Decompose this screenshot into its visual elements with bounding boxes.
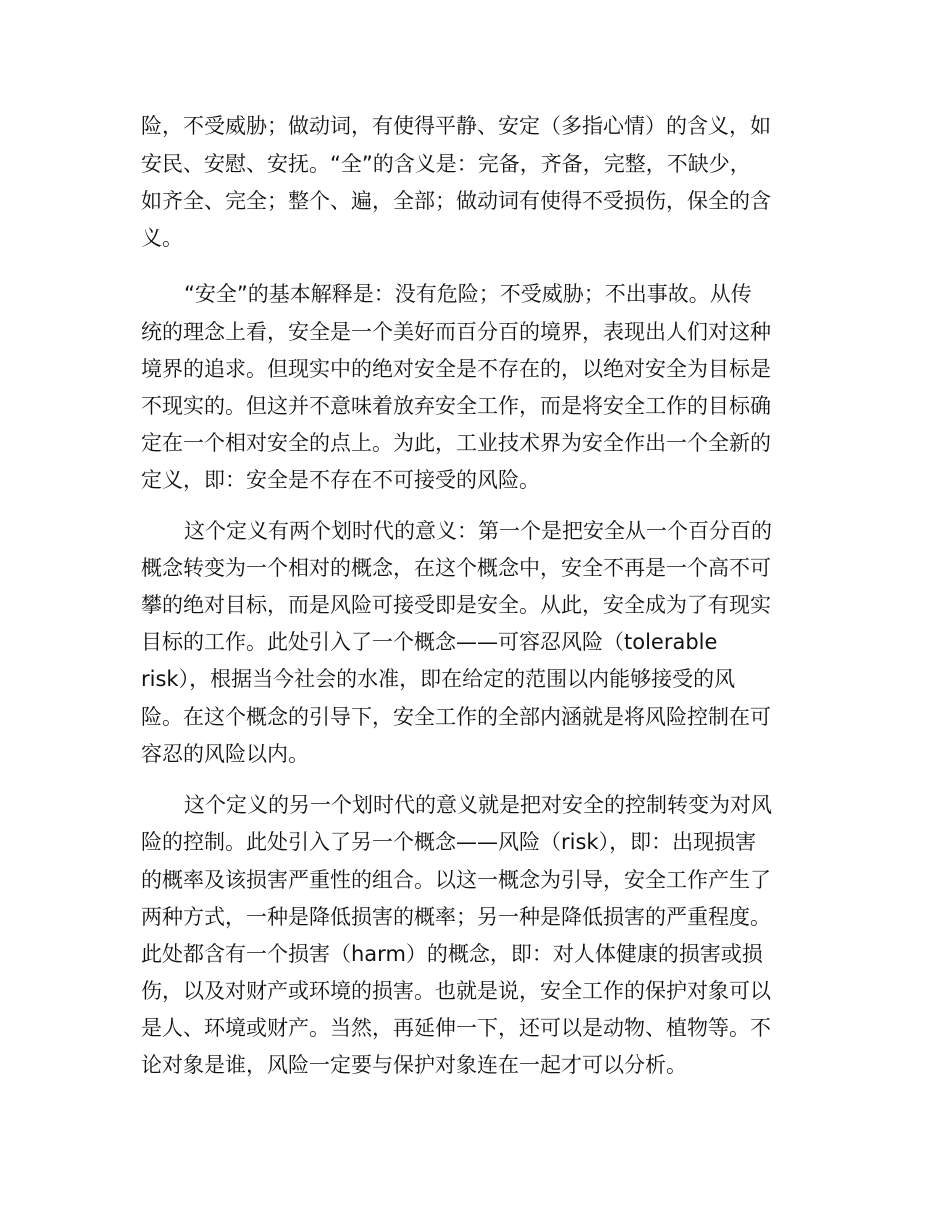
paragraph-1-line-4: 义。 — [141, 226, 183, 250]
paragraph-4-line-3: 的概率及该损害严重性的组合。以这一概念为引导，安全工作产生了 — [141, 868, 771, 892]
paragraph-3-line-6: 险。在这个概念的引导下，安全工作的全部内涵就是将风险控制在可 — [141, 705, 771, 729]
paragraph-1-line-1: 险，不受威胁；做动词，有使得平静、安定（多指心情）的含义，如 — [141, 114, 771, 138]
paragraph-3-line-7: 容忍的风险以内。 — [141, 742, 309, 766]
paragraph-2-line-2: 统的理念上看，安全是一个美好而百分百的境界，表现出人们对这种 — [141, 320, 771, 344]
paragraph-4-line-4: 两种方式，一种是降低损害的概率；另一种是降低损害的严重程度。 — [141, 905, 771, 929]
paragraph-3-line-3: 攀的绝对目标，而是风险可接受即是安全。从此，安全成为了有现实 — [141, 593, 771, 617]
paragraph-3-line-5: risk），根据当今社会的水准，即在给定的范围以内能够接受的风 — [141, 667, 736, 691]
paragraph-2-line-6: 定义，即：安全是不存在不可接受的风险。 — [141, 468, 540, 492]
paragraph-3-line-1: 这个定义有两个划时代的意义：第一个是把安全从一个百分百的 — [184, 519, 772, 543]
paragraph-4-line-6: 伤，以及对财产或环境的损害。也就是说，安全工作的保护对象可以 — [141, 979, 771, 1003]
paragraph-4-line-8: 论对象是谁，风险一定要与保护对象连在一起才可以分析。 — [141, 1053, 687, 1077]
paragraph-2-line-4: 不现实的。但这并不意味着放弃安全工作，而是将安全工作的目标确 — [141, 394, 771, 418]
paragraph-1-line-2: 安民、安慰、安抚。“全”的含义是：完备，齐备，完整，不缺少， — [141, 152, 751, 176]
paragraph-3-line-2: 概念转变为一个相对的概念，在这个概念中，安全不再是一个高不可 — [141, 556, 771, 580]
paragraph-2-line-3: 境界的追求。但现实中的绝对安全是不存在的，以绝对安全为目标是 — [141, 357, 771, 381]
paragraph-4-line-7: 是人、环境或财产。当然，再延伸一下，还可以是动物、植物等。不 — [141, 1016, 771, 1040]
paragraph-2-line-5: 定在一个相对安全的点上。为此，工业技术界为安全作出一个全新的 — [141, 431, 771, 455]
paragraph-2-line-1: “安全”的基本解释是：没有危险；不受威胁；不出事故。从传 — [184, 282, 752, 306]
paragraph-4-line-5: 此处都含有一个损害（harm）的概念，即：对人体健康的损害或损 — [141, 942, 763, 966]
paragraph-1-line-3: 如齐全、完全；整个、遍，全部；做动词有使得不受损伤，保全的含 — [141, 189, 771, 213]
paragraph-4-line-2: 险的控制。此处引入了另一个概念——风险（risk），即：出现损害 — [141, 830, 757, 854]
paragraph-3-line-4: 目标的工作。此处引入了一个概念——可容忍风险（tolerable — [141, 630, 718, 654]
paragraph-4-line-1: 这个定义的另一个划时代的意义就是把对安全的控制转变为对风 — [184, 793, 772, 817]
